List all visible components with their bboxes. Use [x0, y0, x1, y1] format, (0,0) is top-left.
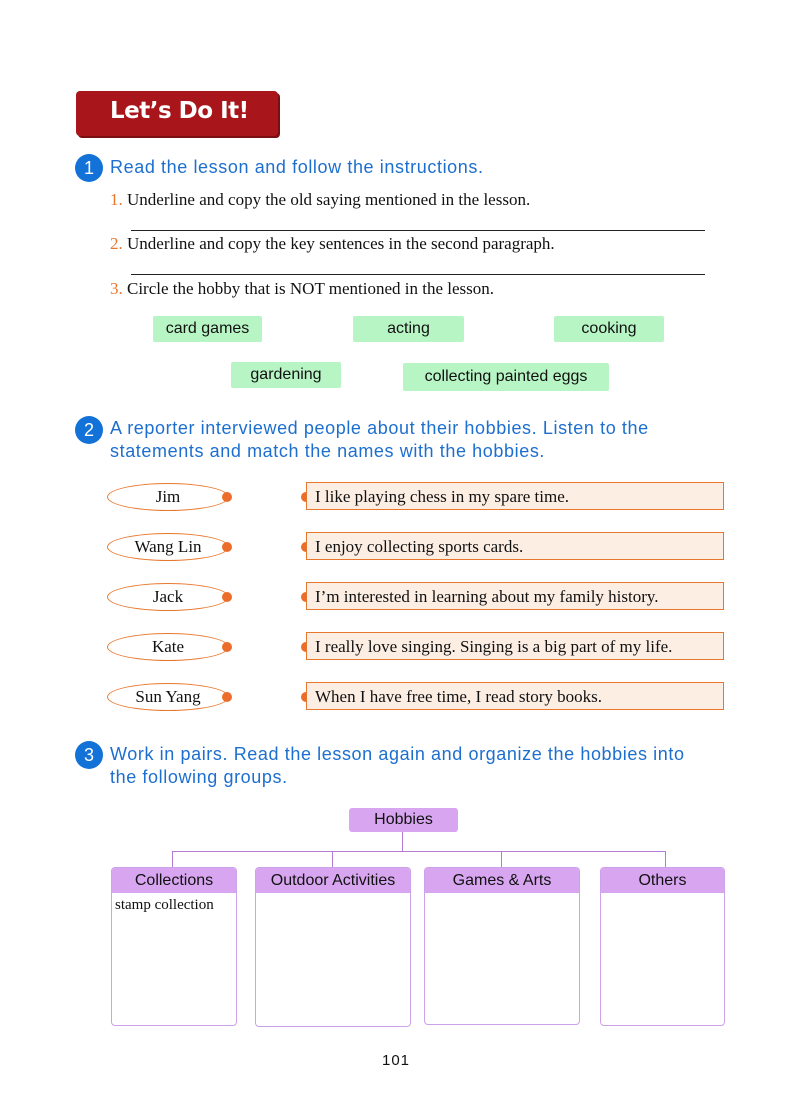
- group-header: Collections: [112, 868, 236, 893]
- tree-connector: [172, 851, 666, 852]
- instruction-number: 1.: [110, 190, 123, 209]
- group-collections[interactable]: [111, 867, 237, 1026]
- statement-4: I really love singing. Singing is a big part of my life.: [306, 632, 724, 660]
- group-entry[interactable]: stamp collection: [115, 897, 214, 913]
- statement-1: I like playing chess in my spare time.: [306, 482, 724, 510]
- tree-connector: [332, 851, 333, 868]
- match-dot-left[interactable]: [222, 492, 232, 502]
- hobby-chip-card-games[interactable]: card games: [153, 316, 262, 342]
- group-header: Others: [601, 868, 724, 893]
- group-header: Outdoor Activities: [256, 868, 410, 893]
- hobby-chip-collecting-painted-eggs[interactable]: collecting painted eggs: [403, 363, 609, 391]
- match-dot-left[interactable]: [222, 542, 232, 552]
- section-banner: [76, 91, 278, 136]
- instruction-number: 3.: [110, 279, 123, 298]
- instruction-2: [110, 234, 555, 254]
- instruction-text: Circle the hobby that is NOT mentioned in the lesson.: [127, 279, 495, 298]
- instruction-3: [110, 279, 494, 299]
- section-1-heading: Read the lesson and follow the instructions.: [110, 157, 484, 177]
- tree-connector: [501, 851, 502, 868]
- name-wang-lin[interactable]: Wang Lin: [107, 533, 229, 561]
- hobbies-root-box: Hobbies: [349, 808, 458, 832]
- section-3-heading-line-2: the following groups.: [110, 767, 288, 787]
- group-entry[interactable]: [425, 893, 579, 897]
- match-dot-left[interactable]: [222, 642, 232, 652]
- group-header: Games & Arts: [425, 868, 579, 893]
- group-others[interactable]: [600, 867, 725, 1026]
- section-1-number: 1: [75, 154, 103, 182]
- banner-title: Let’s Do It!: [110, 98, 249, 124]
- answer-line-2[interactable]: [131, 274, 705, 275]
- hobby-chip-cooking[interactable]: cooking: [554, 316, 664, 342]
- instruction-text: Underline and copy the key sentences in the second paragraph.: [127, 234, 555, 253]
- instruction-text: Underline and copy the old saying mentioned in the lesson.: [127, 190, 531, 209]
- match-dot-left[interactable]: [222, 692, 232, 702]
- section-2-heading-line-1: A reporter interviewed people about their hobbies. Listen to the: [110, 418, 649, 438]
- section-3-heading-line-1: Work in pairs. Read the lesson again and organize the hobbies into: [110, 744, 685, 764]
- name-kate[interactable]: Kate: [107, 633, 229, 661]
- name-jim[interactable]: Jim: [107, 483, 229, 511]
- tree-connector: [665, 851, 666, 868]
- section-3-number: 3: [75, 741, 103, 769]
- answer-line-1[interactable]: [131, 230, 705, 231]
- group-entry[interactable]: [256, 893, 410, 897]
- name-sun-yang[interactable]: Sun Yang: [107, 683, 229, 711]
- page-number: 101: [382, 1052, 411, 1069]
- statement-3: I’m interested in learning about my family history.: [306, 582, 724, 610]
- instruction-1: [110, 190, 530, 210]
- section-2-heading-line-2: statements and match the names with the hobbies.: [110, 441, 546, 461]
- section-2-number: 2: [75, 416, 103, 444]
- match-dot-left[interactable]: [222, 592, 232, 602]
- hobby-chip-acting[interactable]: acting: [353, 316, 464, 342]
- instruction-number: 2.: [110, 234, 123, 253]
- group-outdoor-activities[interactable]: [255, 867, 411, 1027]
- tree-connector: [172, 851, 173, 868]
- group-games-arts[interactable]: [424, 867, 580, 1025]
- statement-5: When I have free time, I read story books.: [306, 682, 724, 710]
- hobby-chip-gardening[interactable]: gardening: [231, 362, 341, 388]
- name-jack[interactable]: Jack: [107, 583, 229, 611]
- statement-2: I enjoy collecting sports cards.: [306, 532, 724, 560]
- group-entry[interactable]: [601, 893, 724, 897]
- tree-connector: [402, 832, 403, 851]
